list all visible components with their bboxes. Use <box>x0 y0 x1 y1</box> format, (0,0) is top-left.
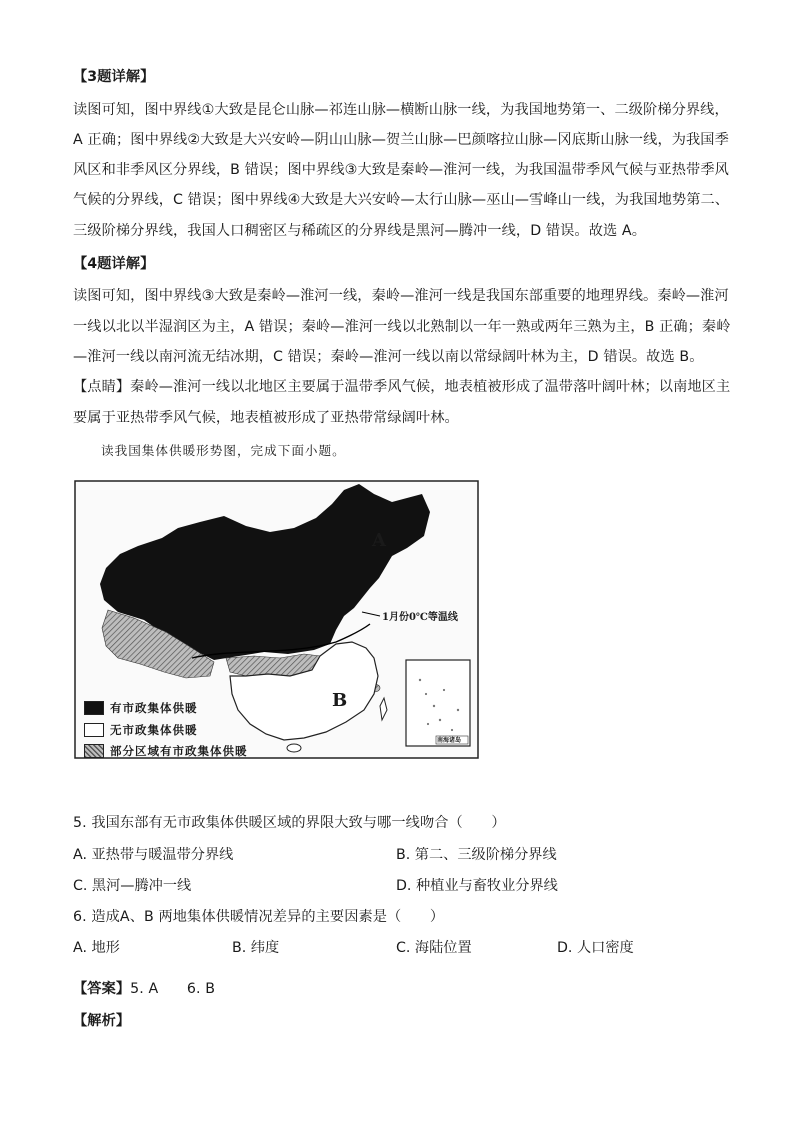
legend-label-unheated: 无市政集体供暖 <box>110 723 198 737</box>
legend-item-heated <box>84 700 198 716</box>
section3-line-5: 三级阶梯分界线，我国人口稠密区与稀疏区的分界线是黑河—腾冲一线，D 错误。故选 A。 <box>73 223 646 239</box>
legend-swatch-black <box>84 701 104 715</box>
heating-map-figure <box>74 480 480 759</box>
section4-line-3: —淮河一线以南河流无结冰期，C 错误；秦岭—淮河一线以南以常绿阔叶林为主，D 错误。故选 B。 <box>73 349 704 365</box>
section3-line-3: 风区和非季风区分界线，B 错误；图中界线③大致是秦岭—淮河一线，为我国温带季风气候与亚热带季风 <box>73 162 729 178</box>
legend-label-heated: 有市政集体供暖 <box>110 701 198 715</box>
analysis-header: 【解析】 <box>73 1013 131 1029</box>
tip-line-2: 要属于亚热带季风气候，地表植被形成了亚热带常绿阔叶林。 <box>73 410 459 426</box>
legend-item-unheated <box>84 722 198 738</box>
q5-option-c: C. 黑河—腾冲一线 <box>73 878 192 894</box>
legend-swatch-white <box>84 723 104 737</box>
section4-header: 【4题详解】 <box>73 256 155 272</box>
section3-header: 【3题详解】 <box>73 69 155 85</box>
q6-stem: 6. 造成A、B 两地集体供暖情况差异的主要因素是（ ） <box>73 909 445 925</box>
q5-option-b: B. 第二、三级阶梯分界线 <box>396 847 557 863</box>
answer-line <box>73 980 215 998</box>
q5-option-d: D. 种植业与畜牧业分界线 <box>396 878 558 894</box>
q5-option-a: A. 亚热带与暖温带分界线 <box>73 847 234 863</box>
inset-label: 南海诸岛 <box>437 737 462 744</box>
q6-option-b: B. 纬度 <box>232 940 280 956</box>
isotherm-label: 1月份0℃等温线 <box>382 612 458 623</box>
south-china-sea-inset <box>406 660 470 746</box>
section4-line-2: 一线以北以半湿润区为主，A 错误；秦岭—淮河一线以北熟制以一年一熟或两年三熟为主，B 正确；秦岭 <box>73 319 731 335</box>
question-intro: 读我国集体供暖形势图，完成下面小题。 <box>101 443 346 458</box>
q6-option-a: A. 地形 <box>73 940 120 956</box>
q6-option-d: D. 人口密度 <box>557 940 634 956</box>
section3-line-2: A 正确；图中界线②大致是大兴安岭—阴山山脉—贺兰山脉—巴颜喀拉山脉—冈底斯山脉一线，为我国季 <box>73 132 729 148</box>
answer-value: 5. A 6. B <box>130 981 216 997</box>
q5-stem: 5. 我国东部有无市政集体供暖区域的界限大致与哪一线吻合（ ） <box>73 815 506 831</box>
section4-line-1: 读图可知，图中界线③大致是秦岭—淮河一线，秦岭—淮河一线是我国东部重要的地理界线。秦岭—淮河 <box>73 288 729 304</box>
map-label-a: A <box>372 530 386 551</box>
legend-swatch-hatch <box>84 744 104 758</box>
legend-label-partial: 部分区域有市政集体供暖 <box>110 744 248 758</box>
q6-option-c: C. 海陆位置 <box>396 940 472 956</box>
tip-line-1: 【点睛】秦岭—淮河一线以北地区主要属于温带季风气候，地表植被形成了温带落叶阔叶林；以南地区主 <box>73 379 731 395</box>
section3-line-1: 读图可知，图中界线①大致是昆仑山脉—祁连山脉—横断山脉一线，为我国地势第一、二级阶梯分界线， <box>73 102 729 118</box>
answer-key: 【答案】 <box>73 981 131 997</box>
map-label-b: B <box>332 690 348 711</box>
section3-line-4: 气候的分界线，C 错误；图中界线④大致是大兴安岭—太行山脉—巫山—雪峰山一线，为我国地势第二、 <box>73 192 730 208</box>
legend-item-partial <box>84 743 248 759</box>
hainan-island <box>287 744 301 752</box>
